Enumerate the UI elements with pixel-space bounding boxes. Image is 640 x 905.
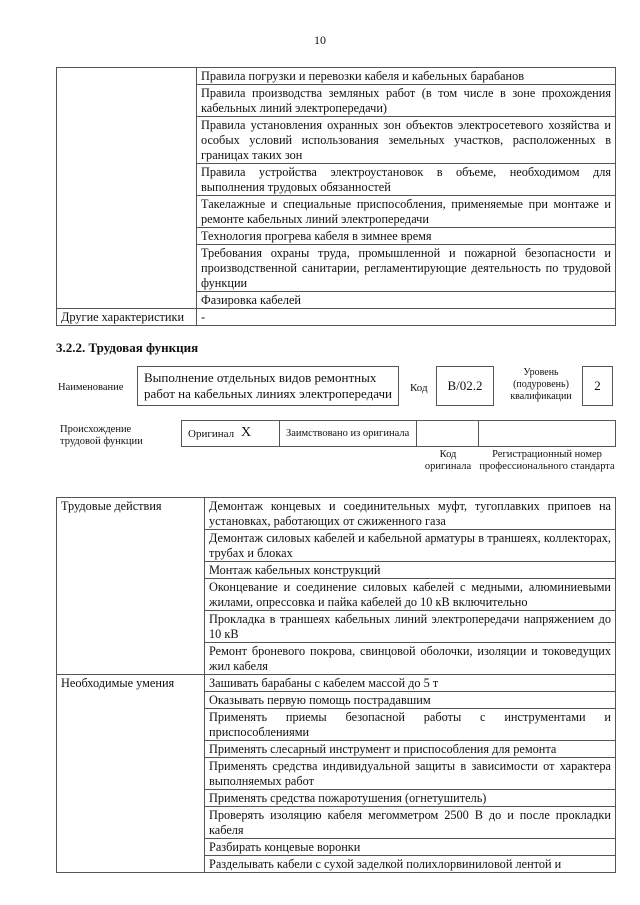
original-label: Оригинал xyxy=(188,428,235,440)
reg-number-box xyxy=(478,420,616,447)
table-row xyxy=(57,309,616,326)
row-item: Требования охраны труда, промышленной и пожарной безопасности и производственной санитарии, регламентирующие деятельность по трудовой функции xyxy=(197,245,616,292)
code-value-box: B/02.2 xyxy=(436,366,494,406)
row-label: Другие характеристики xyxy=(57,309,197,326)
table-row xyxy=(57,498,616,530)
row-item: Проверять изоляцию кабеля мегомметром 2500 В до и после прокладки кабеля xyxy=(205,807,616,839)
row-item: Правила производства земляных работ (в том числе в зоне прохождения кабельных линий электропередачи) xyxy=(197,85,616,117)
row-item: Разбирать концевые воронки xyxy=(205,839,616,856)
row-item: Зашивать барабаны с кабелем массой до 5 т xyxy=(205,675,616,692)
row-label: Необходимые умения xyxy=(57,675,205,873)
row-item: Правила устройства электроустановок в объеме, необходимом для выполнения трудовых обязанностей xyxy=(197,164,616,196)
level-value-box: 2 xyxy=(582,366,613,406)
borrowed-box: Заимствовано из оригинала xyxy=(279,420,417,447)
original-mark: X xyxy=(241,425,252,440)
row-item: Применять средства индивидуальной защиты в зависимости от характера выполняемых работ xyxy=(205,758,616,790)
row-item: Такелажные и специальные приспособления, применяемые при монтаже и ремонте кабельных линий электропередачи xyxy=(197,196,616,228)
row-item: Прокладка в траншеях кабельных линий электропередачи напряжением до 10 кВ xyxy=(205,611,616,643)
section-title: 3.2.2. Трудовая функция xyxy=(56,340,199,355)
level-label: Уровень (подуровень) квалификации xyxy=(510,367,572,402)
row-item: Монтаж кабельных конструкций xyxy=(205,562,616,579)
name-label: Наименование xyxy=(58,382,124,393)
row-item: Применять слесарный инструмент и приспособления для ремонта xyxy=(205,741,616,758)
row-label: Трудовые действия xyxy=(57,498,205,675)
table-row xyxy=(57,68,616,85)
row-item: Оконцевание и соединение силовых кабелей с медными, алюминиевыми жилами, опрессовка и пайка кабелей до 10 кВ включительно xyxy=(205,579,616,611)
row-item: Демонтаж силовых кабелей и кабельной арматуры в траншеях, коллекторах, трубах и блоках xyxy=(205,530,616,562)
actions-skills-table xyxy=(56,497,616,873)
row-label xyxy=(57,68,197,309)
original-code-box xyxy=(417,420,479,447)
row-item: Технология прогрева кабеля в зимнее время xyxy=(197,228,616,245)
function-name-box: Выполнение отдельных видов ремонтных работ на кабельных линиях электропередачи xyxy=(137,366,399,406)
row-item: Правила погрузки и перевозки кабеля и кабельных барабанов xyxy=(197,68,616,85)
row-item: Демонтаж концевых и соединительных муфт, тугоплавких припоев на установках, работающих от сжиженного газа xyxy=(205,498,616,530)
row-item: Фазировка кабелей xyxy=(197,292,616,309)
code-label: Код xyxy=(410,382,428,394)
table-row xyxy=(57,675,616,692)
original-code-caption: Код оригинала xyxy=(424,449,472,472)
original-box xyxy=(181,420,279,447)
row-item: Ремонт броневого покрова, свинцовой оболочки, изоляции и токоведущих жил кабеля xyxy=(205,643,616,675)
row-item: Применять приемы безопасной работы с инструментами и приспособлениями xyxy=(205,709,616,741)
reg-number-caption: Регистрационный номер профессионального стандарта xyxy=(479,449,615,472)
page-number: 10 xyxy=(314,33,326,47)
knowledge-table xyxy=(56,67,616,326)
row-item: Оказывать первую помощь пострадавшим xyxy=(205,692,616,709)
row-item: Применять средства пожаротушения (огнетушитель) xyxy=(205,790,616,807)
origin-label: Происхождение трудовой функции xyxy=(60,424,143,447)
row-item: Правила установления охранных зон объектов электросетевого хозяйства и особых условий использования земельных участков, расположенных в границах таких зон xyxy=(197,117,616,164)
row-item: - xyxy=(197,309,616,326)
row-item: Разделывать кабели с сухой заделкой полихлорвиниловой лентой и xyxy=(205,856,616,873)
